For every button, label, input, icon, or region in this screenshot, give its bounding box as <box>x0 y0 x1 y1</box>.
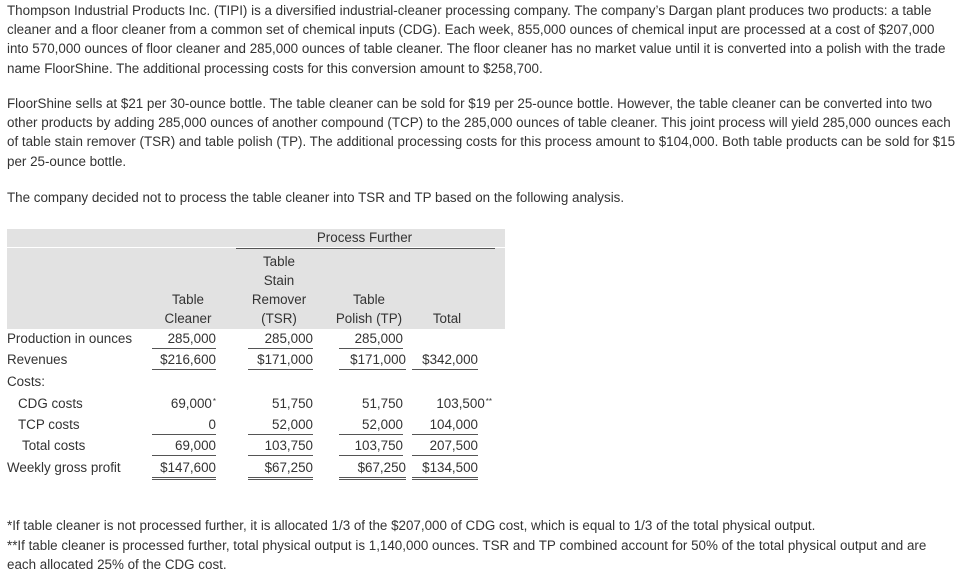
intro-paragraph: Thompson Industrial Products Inc. (TIPI) is a diversified industrial-cleaner processing company. The company’s Dargan plant produces two products: a table cleaner and a floor cleaner from a common set of chemical inputs (CDG). Each week, 855,000 ounces of chemical input are processed at a cost of $207,000 into 570,000 ounces of floor cleaner and 285,000 ounces of table cleaner. The floor cleaner has no market value until it is converted into a polish with the trade name FloorShine. The additional processing costs for this conversion amount to $258,700. <box>7 3 946 76</box>
row-label-tcp: TCP costs <box>18 417 80 432</box>
cdg-table-cleaner-footnote-mark: * <box>212 397 216 406</box>
row-label-production: Production in ounces <box>7 331 133 346</box>
tcp-tsr: 52,000 <box>248 415 313 435</box>
tcp-tp: 52,000 <box>339 415 403 435</box>
header-table-cleaner: Table Cleaner <box>164 292 212 326</box>
process-further-header: Process Further <box>316 230 413 245</box>
header-tsr: Table Stain Remover (TSR) <box>251 254 307 326</box>
revenues-table-cleaner: $216,600 <box>152 350 216 370</box>
revenues-tp: $171,000 <box>339 350 406 370</box>
row-label-gross-profit: Weekly gross profit <box>7 460 121 475</box>
total-costs-tsr: 103,750 <box>248 436 313 456</box>
tcp-table-cleaner: 0 <box>152 415 216 435</box>
gross-profit-tp: $67,250 <box>339 458 406 480</box>
process-further-underline <box>236 248 495 249</box>
gross-profit-total: $134,500 <box>412 458 478 480</box>
cdg-table-cleaner: 69,000* <box>170 396 216 411</box>
header-tp: Table Polish (TP) <box>335 292 403 326</box>
production-tp: 285,000 <box>339 329 403 349</box>
production-tsr: 285,000 <box>248 329 313 349</box>
production-table-cleaner: 285,000 <box>152 329 216 349</box>
cdg-total: 103,500** <box>436 396 492 411</box>
gross-profit-tsr: $67,250 <box>248 458 313 480</box>
total-costs-total: 207,500 <box>412 436 478 456</box>
analysis-intro-paragraph: The company decided not to process the table cleaner into TSR and TP based on the following analysis. <box>7 190 625 205</box>
row-label-cdg: CDG costs <box>18 396 83 411</box>
footnote-single-asterisk: *If table cleaner is not processed further, it is allocated 1/3 of the $207,000 of CDG cost, which is equal to 1/3 of the total physical output. <box>7 518 816 533</box>
row-label-total-costs: Total costs <box>22 438 86 453</box>
cdg-tp: 51,750 <box>362 396 403 411</box>
total-costs-tp: 103,750 <box>339 436 403 456</box>
tcp-total: 104,000 <box>412 415 478 435</box>
cdg-total-footnote-mark: ** <box>485 397 492 406</box>
gross-profit-table-cleaner: $147,600 <box>152 458 216 480</box>
total-costs-table-cleaner: 69,000 <box>152 436 216 456</box>
pricing-paragraph: FloorShine sells at $21 per 30-ounce bottle. The table cleaner can be sold for $19 per 25-ounce bottle. However, the table cleaner can be converted into two other products by adding 285,000 ounces of another compound (TCP) to the 285,000 ounces of table cleaner. This joint process will yield 285,000 ounces each of table stain remover (TSR) and table polish (TP). The additional processing costs for this process amount to $104,000. Both table products can be sold for $15 per 25-ounce bottle. <box>7 96 956 169</box>
row-label-costs: Costs: <box>7 374 45 389</box>
row-label-revenues: Revenues <box>7 352 68 367</box>
header-total: Total <box>432 311 462 326</box>
revenues-tsr: $171,000 <box>248 350 313 370</box>
cdg-tsr: 51,750 <box>272 396 313 411</box>
footnote-double-asterisk: **If table cleaner is processed further, total physical output is 1,140,000 ounces. TSR and TP combined account for 50% of the total physical output and are each allocated 25% of the CDG cost. <box>7 538 927 573</box>
revenues-total: $342,000 <box>412 350 478 370</box>
